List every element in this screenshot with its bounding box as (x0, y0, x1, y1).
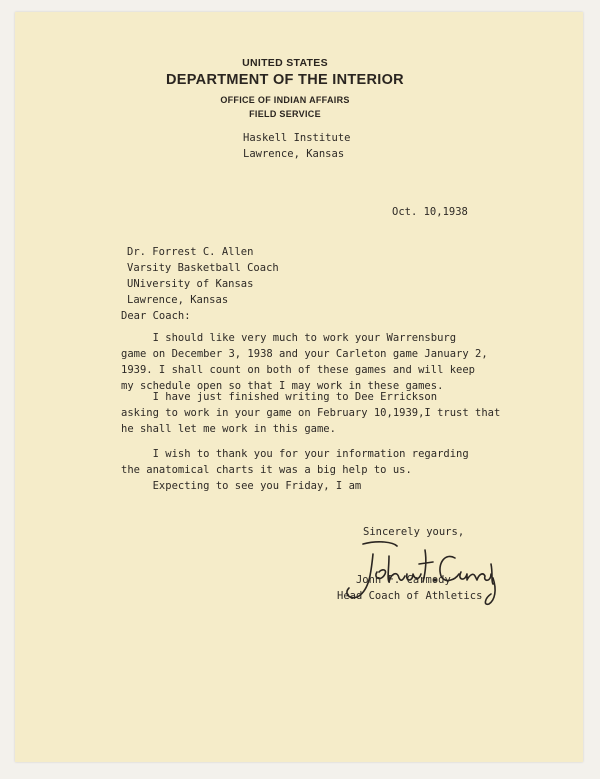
institution-name: Haskell Institute (243, 132, 351, 144)
paragraph-line: my schedule open so that I may work in these games. (121, 380, 444, 392)
paragraph-line: I wish to thank you for your information regarding (121, 448, 469, 460)
letterhead-office: OFFICE OF INDIAN AFFAIRS (220, 95, 350, 105)
paragraph-4: Expecting to see you Friday, I am (121, 480, 362, 492)
letter-date: Oct. 10,1938 (392, 206, 468, 218)
signer-name: John F. Carmody (355, 574, 451, 586)
paragraph-2 (121, 389, 500, 437)
letterhead-department: DEPARTMENT OF THE INTERIOR (166, 72, 404, 88)
institution-block (243, 130, 350, 162)
paragraph-line: asking to work in your game on February 10,1939,I trust that (121, 407, 501, 419)
institution-location: Lawrence, Kansas (243, 148, 345, 160)
recipient-org: UNiversity of Kansas (127, 278, 254, 290)
paragraph-line: he shall let me work in this game. (121, 423, 336, 435)
closing: Sincerely yours, (363, 526, 465, 538)
recipient-title: Varsity Basketball Coach (127, 262, 279, 274)
letter-page (15, 12, 583, 762)
paragraph-line: 1939. I shall count on both of these games and will keep (121, 364, 476, 376)
salutation: Dear Coach: (121, 310, 191, 322)
paragraph-line: I have just finished writing to Dee Errickson (121, 391, 438, 403)
signer-title: Head Coach of Athletics (337, 590, 483, 602)
recipient-city: Lawrence, Kansas (127, 294, 229, 306)
paragraph-line: I should like very much to work your Warrensburg (121, 332, 457, 344)
recipient-name: Dr. Forrest C. Allen (127, 246, 254, 258)
signer-block (337, 572, 482, 604)
paragraph-line: the anatomical charts it was a big help to us. (121, 464, 412, 476)
letterhead-service: FIELD SERVICE (249, 109, 321, 119)
paragraph-3 (121, 446, 469, 478)
paragraph-1 (121, 330, 488, 394)
paragraph-line: game on December 3, 1938 and your Carleton game January 2, (121, 348, 488, 360)
recipient-address (127, 244, 279, 308)
letterhead-country: UNITED STATES (242, 57, 328, 69)
